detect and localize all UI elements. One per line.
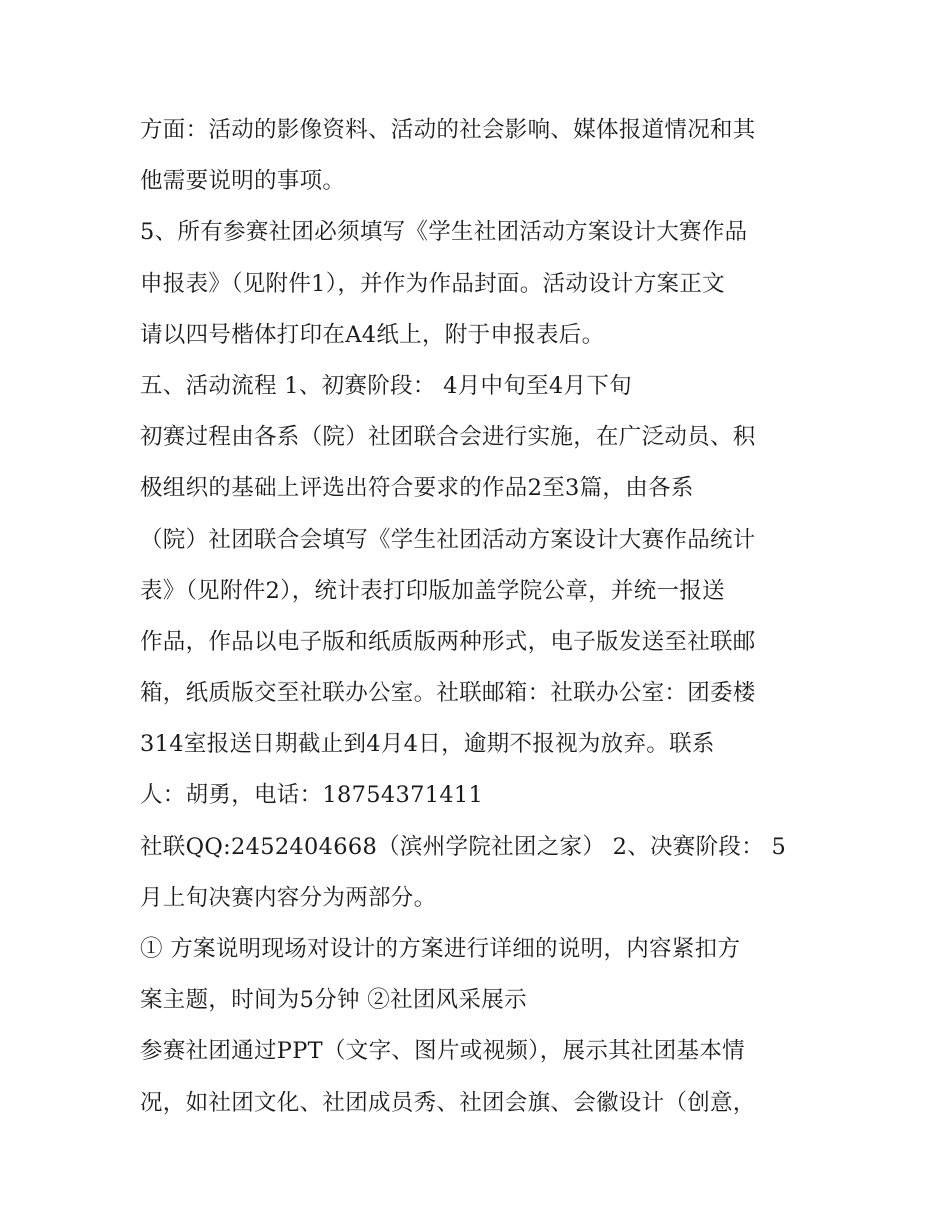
text-line: 方面：活动的影像资料、活动的社会影响、媒体报道情况和其 [140,117,756,143]
text-line: 案主题，时间为5分钟 ②社团风采展示 [140,987,527,1014]
text-line: 初赛过程由各系（院）社团联合会进行实施，在广泛动员、积 [140,424,756,451]
text-line: 他需要说明的事项。 [140,168,346,195]
text-line: 社联QQ:2452404668（滨州学院社团之家） 2、决赛阶段： 5 [140,833,787,860]
text-line: 5、所有参赛社团必须填写《学生社团活动方案设计大赛作品 [140,219,748,246]
text-line: 表》（见附件2），统计表打印版加盖学院公章，并统一报送 [140,577,725,604]
text-line: 314室报送日期截止到4月4日，逾期不报视为放弃。联系 [140,731,715,758]
document-body [140,105,830,1129]
contact-line: 人：胡勇，电话：18754371411 [140,782,484,809]
text-line: 极组织的基础上评选出符合要求的作品2至3篇，由各系 [140,475,694,502]
text-line: ① 方案说明现场对设计的方案进行详细的说明，内容紧扣方 [140,936,741,962]
text-line: 箱，纸质版交至社联办公室。社联邮箱：社联办公室：团委楼 [140,680,756,707]
text-line: 月上旬决赛内容分为两部分。 [140,884,437,911]
text-line: 申报表》（见附件1），并作为作品封面。活动设计方案正文 [140,270,725,297]
text-line: （院）社团联合会填写《学生社团活动方案设计大赛作品统计 [140,526,756,553]
text-line: 请以四号楷体打印在A4纸上，附于申报表后。 [140,321,605,348]
text-line: 参赛社团通过PPT（文字、图片或视频），展示其社团基本情 [140,1038,745,1065]
section-heading-line: 五、活动流程 1、初赛阶段： 4月中旬至4月下旬 [140,372,632,399]
text-line: 作品，作品以电子版和纸质版两种形式，电子版发送至社联邮 [140,628,756,655]
text-line: 况，如社团文化、社团成员秀、社团会旗、会徽设计（创意， [140,1089,756,1116]
